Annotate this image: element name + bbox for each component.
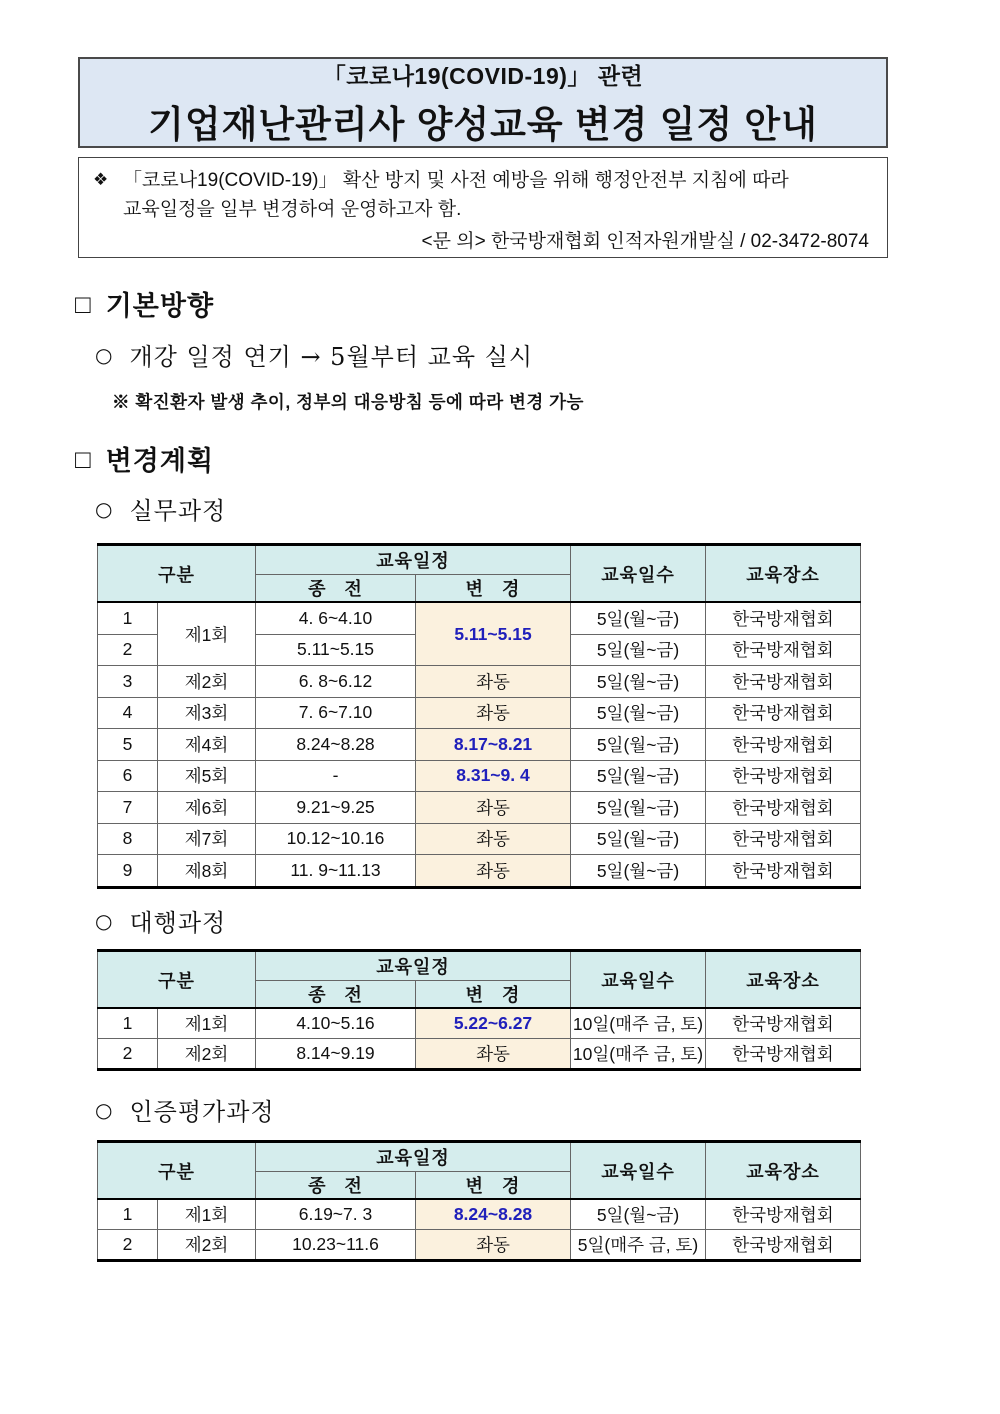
notice-contact: <문 의> 한국방재협회 인적자원개발실 / 02-3472-8074 (421, 230, 869, 252)
cell-before: 5.11~5.15 (256, 634, 416, 666)
table-row (98, 1199, 861, 1230)
col-header-before: 종 전 (256, 1172, 416, 1200)
cell-place: 한국방재협회 (706, 1199, 861, 1230)
cell-days: 5일(월~금) (571, 823, 706, 855)
cell-days: 5일(월~금) (571, 697, 706, 729)
table-row (98, 666, 861, 698)
cell-before: 6. 8~6.12 (256, 666, 416, 698)
cell-before: 10.23~11.6 (256, 1230, 416, 1261)
cell-days: 5일(월~금) (571, 634, 706, 666)
cell-place: 한국방재협회 (706, 855, 861, 888)
cell-session: 제5회 (158, 760, 256, 792)
cell-place: 한국방재협회 (706, 1008, 861, 1039)
diamond-bullet-icon: ❖ (93, 170, 109, 189)
notice-box (78, 157, 888, 258)
cell-no: 1 (98, 1199, 158, 1230)
cell-after: 좌동 (416, 697, 571, 729)
cell-no: 1 (98, 602, 158, 634)
col-header-before: 종 전 (256, 981, 416, 1009)
col-header-before: 종 전 (256, 575, 416, 603)
cell-session: 제8회 (158, 855, 256, 888)
cell-days: 5일(월~금) (571, 760, 706, 792)
circle-bullet-icon: ○ (95, 496, 114, 521)
cell-session: 제2회 (158, 1230, 256, 1261)
cell-days: 10일(매주 금, 토) (571, 1039, 706, 1070)
table-row (98, 1230, 861, 1261)
table-row (98, 792, 861, 824)
practical-course-table (97, 543, 861, 889)
cell-place: 한국방재협회 (706, 1039, 861, 1070)
cell-before: 11. 9~11.13 (256, 855, 416, 888)
cell-after: 좌동 (416, 792, 571, 824)
col-header-schedule: 교육일정 (256, 1142, 571, 1172)
title-subtitle: 「코로나19(COVID-19)」 관련 (322, 62, 644, 89)
cell-place: 한국방재협회 (706, 666, 861, 698)
table-row (98, 855, 861, 888)
table-row (98, 760, 861, 792)
square-bullet-icon: □ (75, 288, 92, 319)
title-box (78, 57, 888, 148)
table-header-row (98, 545, 861, 575)
section-title-basic: 기본방향 (105, 291, 215, 321)
col-header-place: 교육장소 (706, 1142, 861, 1200)
table-row (98, 1008, 861, 1039)
col-header-days: 교육일수 (571, 545, 706, 603)
cell-place: 한국방재협회 (706, 823, 861, 855)
cell-before: 10.12~10.16 (256, 823, 416, 855)
cell-place: 한국방재협회 (706, 760, 861, 792)
col-header-after: 변 경 (416, 575, 571, 603)
cell-after: 8.24~8.28 (416, 1199, 571, 1230)
col-header-after: 변 경 (416, 981, 571, 1009)
cell-place: 한국방재협회 (706, 1230, 861, 1261)
cell-after: 8.17~8.21 (416, 729, 571, 761)
table-row (98, 729, 861, 761)
section-heading-plan (75, 439, 214, 478)
cell-no: 9 (98, 855, 158, 888)
table1-label-text: 실무과정 (129, 497, 227, 525)
cell-before: 4. 6~4.10 (256, 602, 416, 634)
cell-session: 제2회 (158, 1039, 256, 1070)
section-title-plan: 변경계획 (105, 446, 215, 476)
cell-days: 5일(월~금) (571, 1199, 706, 1230)
cell-days: 10일(매주 금, 토) (571, 1008, 706, 1039)
table-header-row (98, 951, 861, 981)
cell-place: 한국방재협회 (706, 634, 861, 666)
cell-after: 5.22~6.27 (416, 1008, 571, 1039)
cell-days: 5일(월~금) (571, 855, 706, 888)
col-header-days: 교육일수 (571, 1142, 706, 1200)
basic-direction-item (95, 337, 533, 372)
table2-label-text: 대행과정 (129, 909, 227, 937)
table2-label (95, 903, 226, 938)
cell-no: 5 (98, 729, 158, 761)
cell-before: 8.14~9.19 (256, 1039, 416, 1070)
cell-no: 7 (98, 792, 158, 824)
cell-place: 한국방재협회 (706, 792, 861, 824)
table3-label-text: 인증평가과정 (129, 1098, 275, 1126)
cell-place: 한국방재협회 (706, 729, 861, 761)
section-heading-basic (75, 284, 214, 323)
cell-no: 8 (98, 823, 158, 855)
table-header-row (98, 1142, 861, 1172)
cell-after: 좌동 (416, 823, 571, 855)
cell-before: 8.24~8.28 (256, 729, 416, 761)
cell-no: 2 (98, 634, 158, 666)
cell-no: 2 (98, 1230, 158, 1261)
cell-after: 좌동 (416, 666, 571, 698)
cell-before: - (256, 760, 416, 792)
cell-session: 제1회 (158, 602, 256, 666)
col-header-days: 교육일수 (571, 951, 706, 1009)
col-header-place: 교육장소 (706, 951, 861, 1009)
cell-session: 제6회 (158, 792, 256, 824)
col-header-after: 변 경 (416, 1172, 571, 1200)
cell-place: 한국방재협회 (706, 697, 861, 729)
col-header-gubun: 구분 (98, 545, 256, 603)
col-header-gubun: 구분 (98, 951, 256, 1009)
cell-days: 5일(월~금) (571, 792, 706, 824)
circle-bullet-icon: ○ (95, 342, 114, 367)
reference-mark-icon: ※ (112, 392, 130, 412)
table-row (98, 697, 861, 729)
cell-no: 3 (98, 666, 158, 698)
cell-after: 5.11~5.15 (416, 602, 571, 666)
cell-after: 8.31~9. 4 (416, 760, 571, 792)
table3-label (95, 1092, 275, 1127)
cell-no: 1 (98, 1008, 158, 1039)
cell-no: 2 (98, 1039, 158, 1070)
cell-before: 9.21~9.25 (256, 792, 416, 824)
basic-direction-text: 개강 일정 연기 → 5월부터 교육 실시 (129, 343, 533, 371)
cell-session: 제2회 (158, 666, 256, 698)
certification-course-table (97, 1140, 861, 1262)
cell-no: 4 (98, 697, 158, 729)
page-title: 기업재난관리사 양성교육 변경 일정 안내 (148, 103, 818, 145)
circle-bullet-icon: ○ (95, 1097, 114, 1122)
col-header-schedule: 교육일정 (256, 545, 571, 575)
cell-after: 좌동 (416, 855, 571, 888)
table-row (98, 823, 861, 855)
circle-bullet-icon: ○ (95, 908, 114, 933)
cell-days: 5일(매주 금, 토) (571, 1230, 706, 1261)
cell-before: 7. 6~7.10 (256, 697, 416, 729)
table-row (98, 602, 861, 634)
cell-session: 제3회 (158, 697, 256, 729)
notice-text-line1: 「코로나19(COVID-19)」 확산 방지 및 사전 예방을 위해 행정안전부 지침에 따라 (123, 170, 789, 191)
cell-after: 좌동 (416, 1039, 571, 1070)
cell-before: 6.19~7. 3 (256, 1199, 416, 1230)
cell-after: 좌동 (416, 1230, 571, 1261)
col-header-gubun: 구분 (98, 1142, 256, 1200)
basic-note-text: 확진환자 발생 추이, 정부의 대응방침 등에 따라 변경 가능 (135, 392, 584, 412)
cell-days: 5일(월~금) (571, 729, 706, 761)
cell-session: 제7회 (158, 823, 256, 855)
cell-session: 제1회 (158, 1008, 256, 1039)
cell-place: 한국방재협회 (706, 602, 861, 634)
cell-no: 6 (98, 760, 158, 792)
col-header-schedule: 교육일정 (256, 951, 571, 981)
basic-direction-note (112, 389, 584, 414)
table-row (98, 1039, 861, 1070)
cell-session: 제1회 (158, 1199, 256, 1230)
square-bullet-icon: □ (75, 443, 92, 474)
table1-label (95, 491, 226, 526)
cell-days: 5일(월~금) (571, 666, 706, 698)
cell-days: 5일(월~금) (571, 602, 706, 634)
cell-session: 제4회 (158, 729, 256, 761)
cell-before: 4.10~5.16 (256, 1008, 416, 1039)
agency-course-table (97, 949, 861, 1071)
notice-text-line2: 교육일정을 일부 변경하여 운영하고자 함. (123, 199, 462, 221)
col-header-place: 교육장소 (706, 545, 861, 603)
